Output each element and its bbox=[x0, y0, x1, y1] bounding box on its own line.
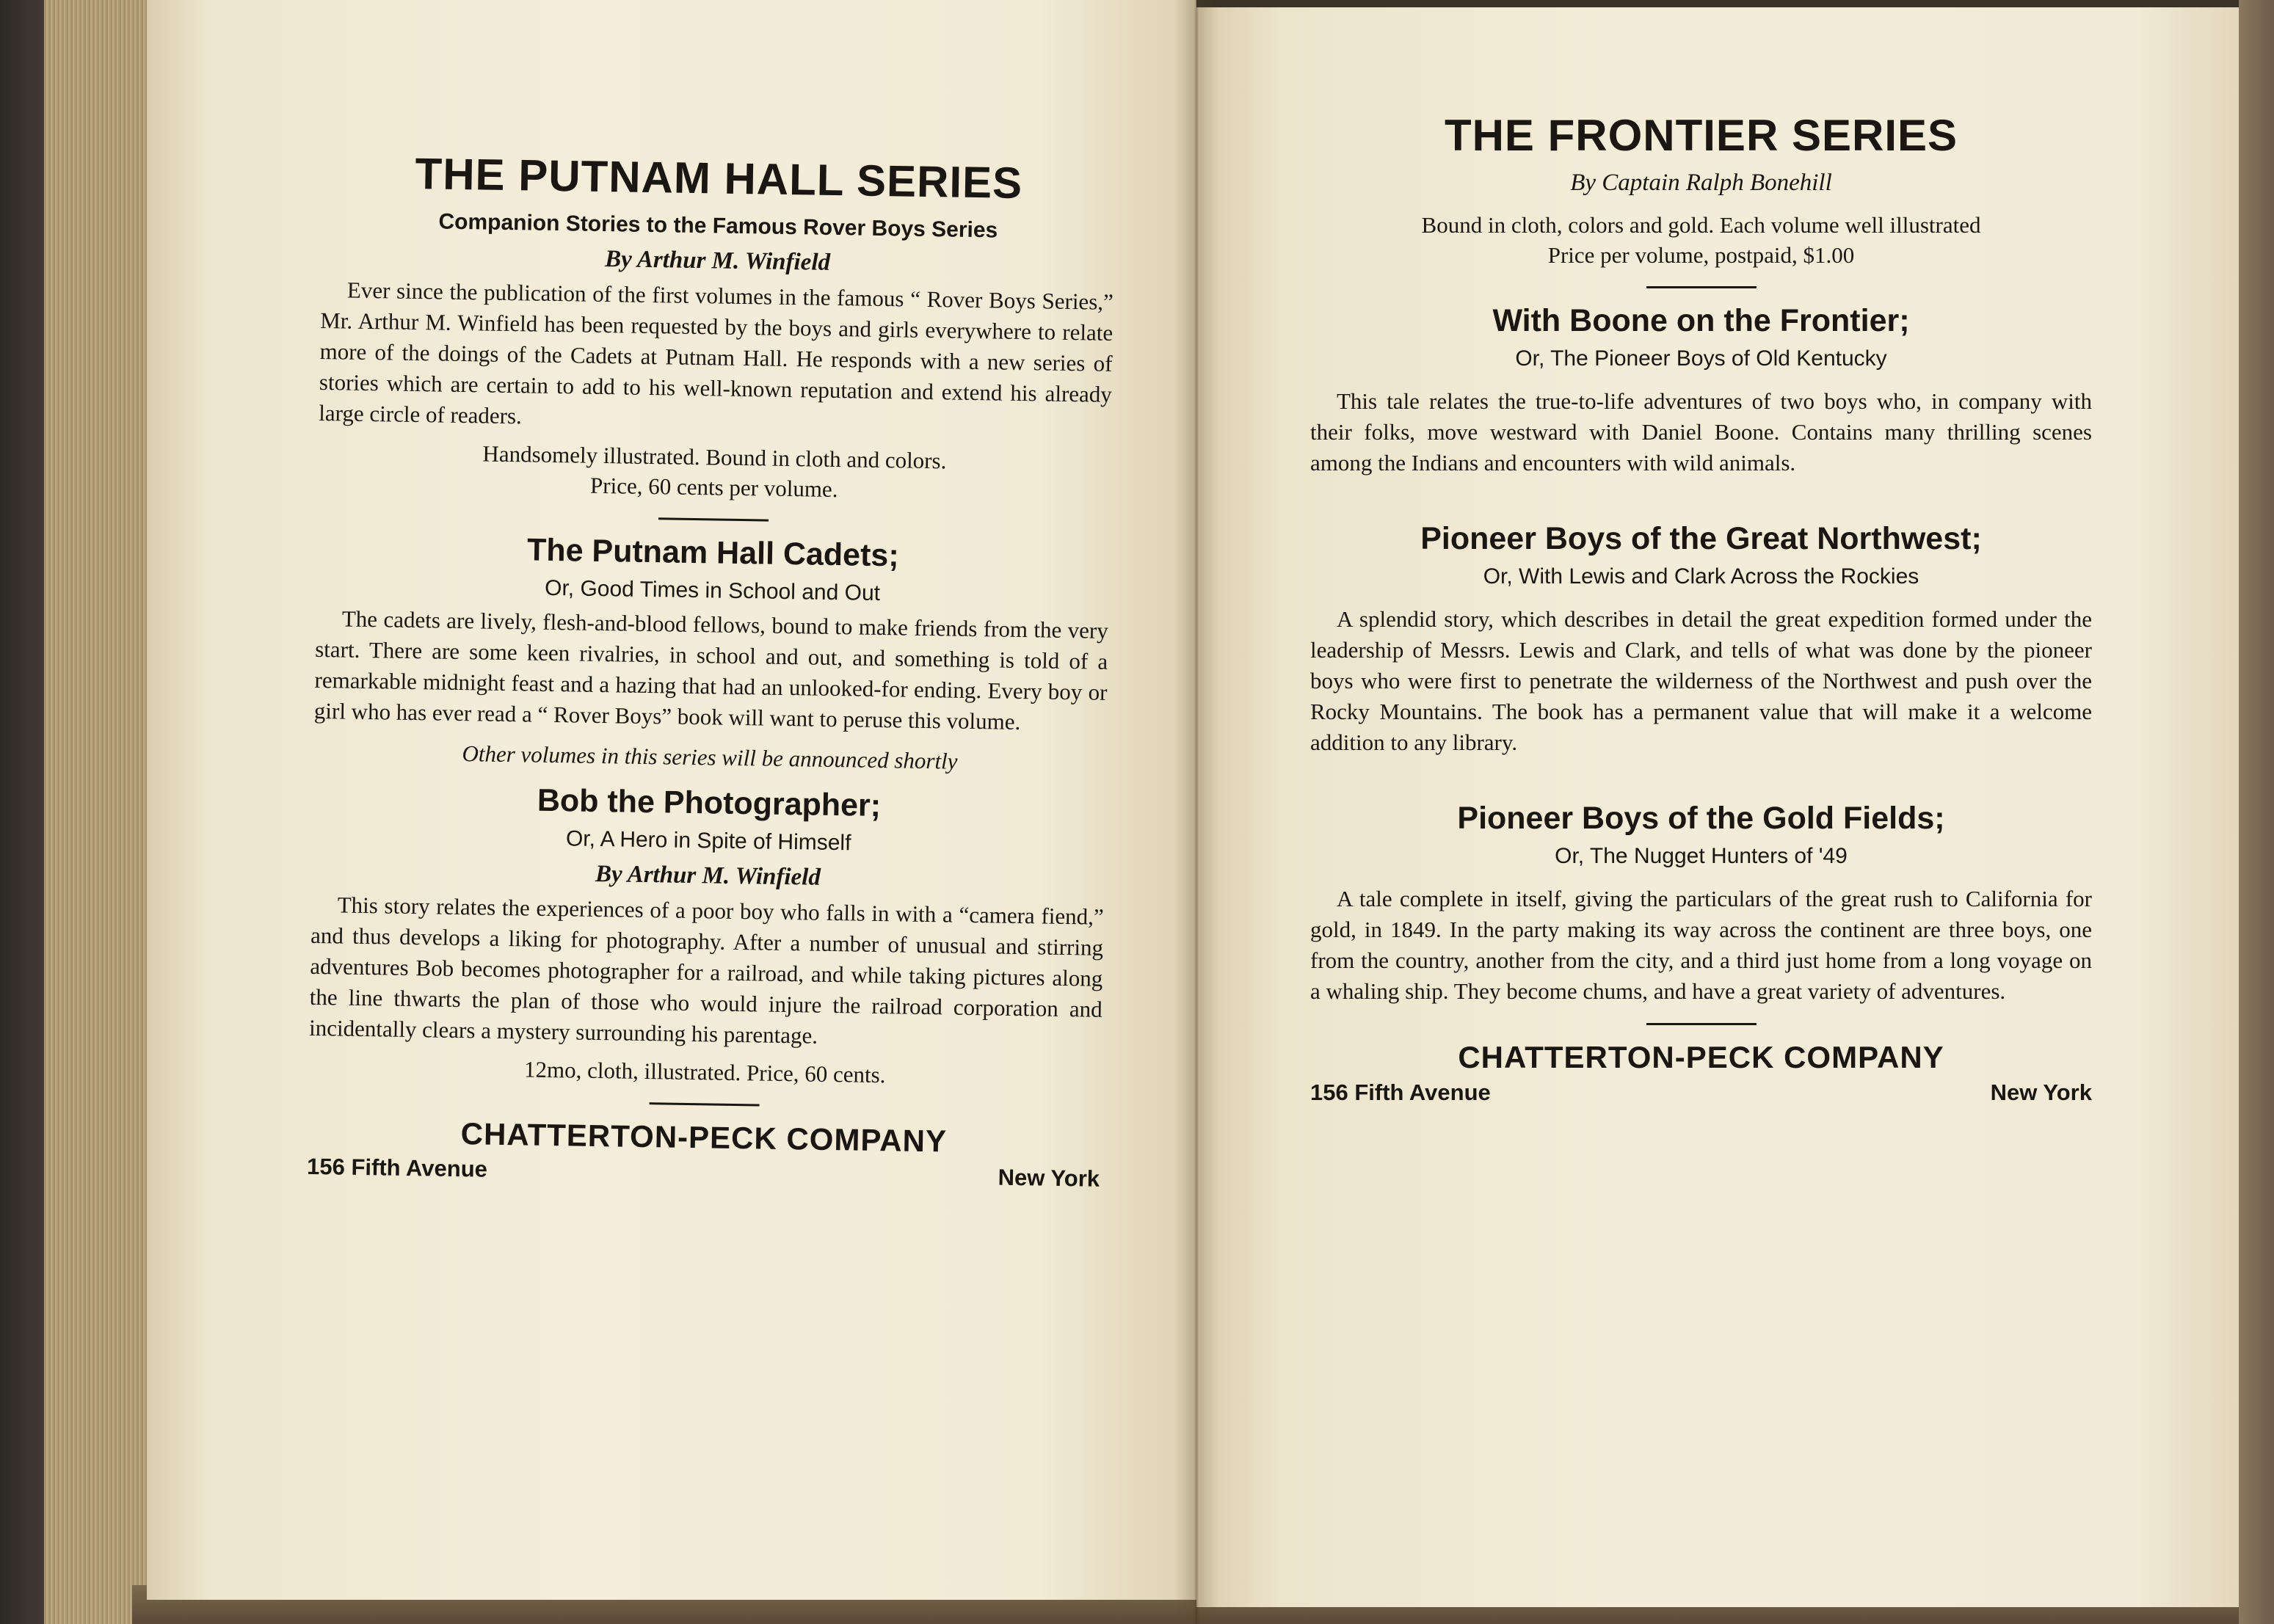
book-author: By Arthur M. Winfield bbox=[595, 860, 821, 891]
series-title: THE PUTNAM HALL SERIES bbox=[415, 148, 1023, 208]
publisher-name: CHATTERTON-PECK COMPANY bbox=[1458, 1040, 1944, 1074]
publisher-address: 156 Fifth Avenue bbox=[1310, 1079, 1491, 1105]
series-binding: Handsomely illustrated. Bound in cloth and colors. bbox=[482, 440, 947, 474]
divider-rule bbox=[1646, 286, 1757, 288]
other-volumes-note: Other volumes in this series will be announced shortly bbox=[462, 740, 958, 774]
book-subtitle: Or, A Hero in Spite of Himself bbox=[565, 826, 851, 856]
publisher-city: New York bbox=[1990, 1079, 2092, 1105]
book-description: A tale complete in itself, giving the particulars of the great rush to California for gold, in 1849. In the party making its way across the continent are three boys, one from the country, another from the city, and a third just home from a long voyage on a whaling ship. They become chums, and have a great variety of adventures. bbox=[1310, 886, 2092, 1004]
series-author: By Captain Ralph Bonehill bbox=[1570, 170, 1832, 196]
book-title: With Boone on the Frontier; bbox=[1492, 303, 1910, 338]
divider-rule bbox=[658, 517, 769, 521]
publisher-city: New York bbox=[998, 1164, 1100, 1192]
publisher-address: 156 Fifth Avenue bbox=[306, 1153, 488, 1182]
section-gap bbox=[1310, 758, 2092, 801]
book-gutter bbox=[1174, 0, 1218, 1624]
publisher-address-row bbox=[1310, 1079, 2092, 1106]
book-title: Bob the Photographer; bbox=[537, 782, 882, 824]
series-author: By Arthur M. Winfield bbox=[604, 246, 831, 276]
section-gap bbox=[1310, 478, 2092, 521]
book-subtitle: Or, The Pioneer Boys of Old Kentucky bbox=[1515, 346, 1887, 371]
series-price: Price, 60 cents per volume. bbox=[589, 472, 838, 503]
divider-rule bbox=[1646, 1023, 1757, 1025]
book-cover-right bbox=[2239, 0, 2274, 1624]
book-price: 12mo, cloth, illustrated. Price, 60 cents. bbox=[523, 1056, 886, 1088]
right-page-content bbox=[1310, 110, 2092, 1106]
series-title: THE FRONTIER SERIES bbox=[1444, 111, 1958, 160]
book-subtitle: Or, The Nugget Hunters of '49 bbox=[1555, 844, 1848, 868]
book-description: The cadets are lively, flesh-and-blood fellows, bound to make friends from the very start. There are some keen rivalries, in school and out, and something is told of a remarkable midnight feast and a hazing that had an unlooked-for ending. Every boy or girl who has ever read a “ Rover Boys” book will want to peruse this volume. bbox=[313, 605, 1109, 735]
book-title: Pioneer Boys of the Great Northwest; bbox=[1420, 521, 1982, 556]
series-subtitle: Companion Stories to the Famous Rover Boys Series bbox=[438, 209, 998, 243]
left-page-content bbox=[307, 147, 1116, 1192]
book-description: This story relates the experiences of a poor boy who falls in with a “camera fiend,” and thus develops a liking for photography. After a number of unusual and stirring adventures Bob becomes photographer for a railroad, and while taking pictures along the line thwarts the plan of those who would injure the railroad corporation and incidentally clears a mystery surrounding his parentage. bbox=[308, 892, 1104, 1049]
divider-rule bbox=[650, 1102, 760, 1106]
page-edges-left bbox=[44, 0, 154, 1624]
publisher-name: CHATTERTON-PECK COMPANY bbox=[460, 1116, 948, 1159]
series-intro: Ever since the publication of the first volumes in the famous “ Rover Boys Series,” Mr. Arthur M. Winfield has been requested by the boys and girls everywhere to relate more of the doings of the Cadets at Putnam Hall. He responds with a new series of stories which are certain to add to his well-known reputation and extend his already large circle of readers. bbox=[319, 277, 1114, 429]
series-binding: Bound in cloth, colors and gold. Each volume well illustrated bbox=[1421, 212, 1981, 238]
book-description: A splendid story, which describes in detail the great expedition formed under the leadership of Messrs. Lewis and Clark, and tells of what was done by the pioneer boys who were first to penetrate the wilderness of the Northwest and push over the Rocky Mountains. The book has a permanent value that will make it a welcome addition to any library. bbox=[1310, 606, 2092, 755]
book-description: This tale relates the true-to-life adventures of two boys who, in company with their folks, move westward with Daniel Boone. Contains many thrilling scenes among the Indians and encounters with wild animals. bbox=[1310, 388, 2092, 476]
series-price: Price per volume, postpaid, $1.00 bbox=[1547, 242, 1855, 268]
book-title: The Putnam Hall Cadets; bbox=[526, 532, 899, 574]
book-title: Pioneer Boys of the Gold Fields; bbox=[1457, 801, 1945, 836]
book-subtitle: Or, Good Times in School and Out bbox=[544, 575, 881, 605]
book-subtitle: Or, With Lewis and Clark Across the Rockies bbox=[1483, 564, 1919, 589]
